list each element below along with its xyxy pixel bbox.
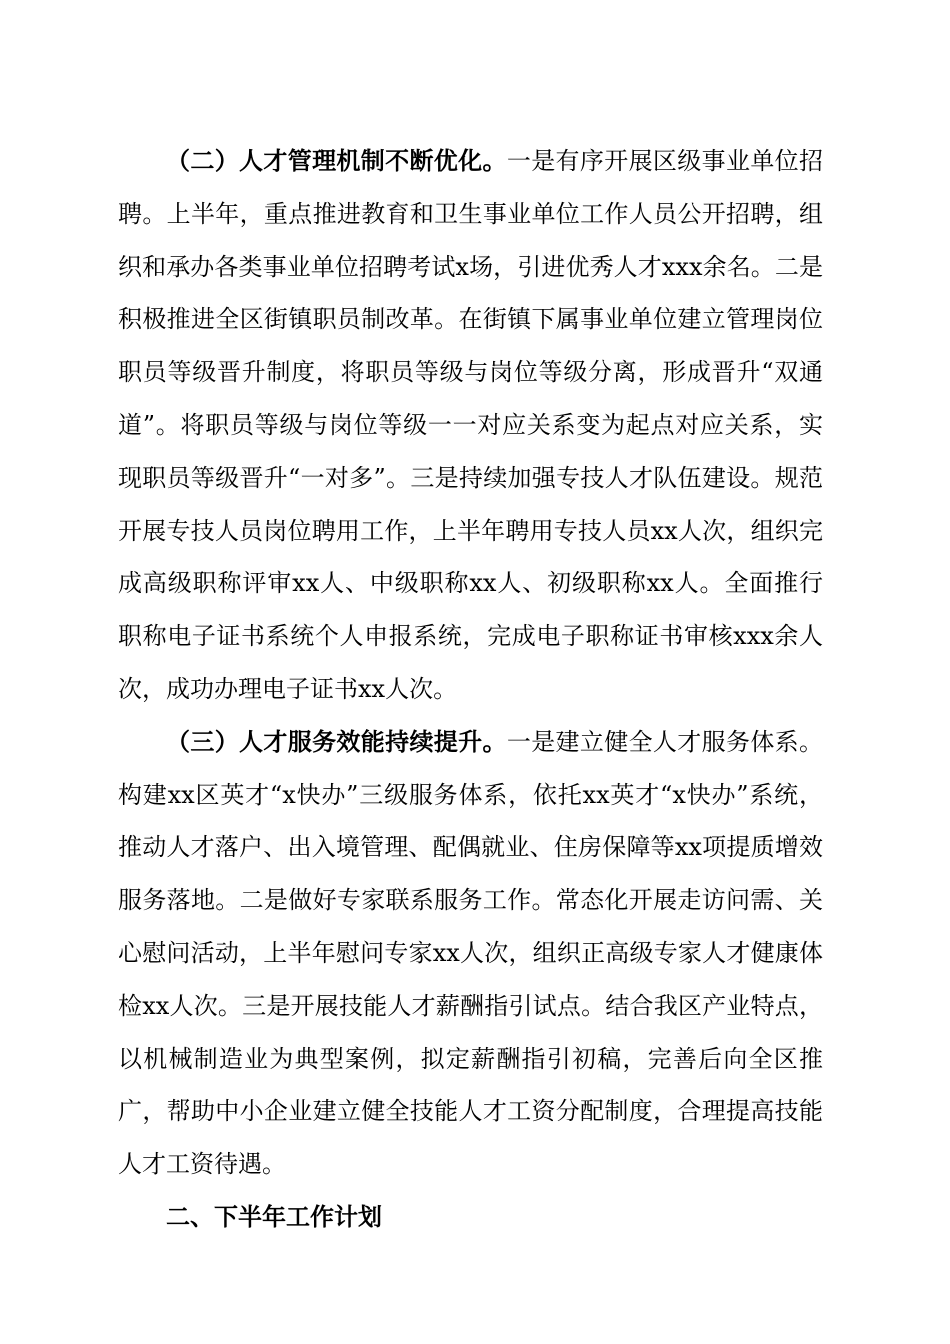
- paragraph-talent-management: [118, 135, 823, 716]
- paragraph-lead-heading: （三）人才服务效能持续提升。: [166, 727, 507, 756]
- paragraph-body-text: 一是有序开展区级事业单位招聘。上半年，重点推进教育和卫生事业单位工作人员公开招聘，组织和承办各类事业单位招聘考试x场，引进优秀人才xxx余名。二是积极推进全区街镇职员制改革。在街镇下属事业单位建立管理岗位职员等级晋升制度，将职员等级与岗位等级分离，形成晋升“双通道”。将职员等级与岗位等级一一对应关系变为起点对应关系，实现职员等级晋升“一对多”。三是持续加强专技人才队伍建设。规范开展专技人员岗位聘用工作，上半年聘用专技人员xx人次，组织完成高级职称评审xx人、中级职称xx人、初级职称xx人。全面推行职称电子证书系统个人申报系统，完成电子职称证书审核xxx余人次，成功办理电子证书xx人次。: [118, 147, 824, 703]
- paragraph-lead-heading: （二）人才管理机制不断优化。: [166, 147, 507, 175]
- paragraph-body-text: 一是建立健全人才服务体系。构建xx区英才“x快办”三级服务体系，依托xx英才“x快办”系统，推动人才落户、出入境管理、配偶就业、住房保障等xx项提质增效服务落地。二是做好专家联系服务工作。常态化开展走访问需、关心慰问活动，上半年慰问专家xx人次，组织正高级专家人才健康体检xx人次。三是开展技能人才薪酬指引试点。结合我区产业特点，以机械制造业为典型案例，拟定薪酬指引初稿，完善后向全区推广，帮助中小企业建立健全技能人才工资分配制度，合理提高技能人才工资待遇。: [118, 727, 824, 1179]
- paragraph-talent-service: [118, 716, 823, 1191]
- section-heading-second-half-plan: 二、下半年工作计划: [166, 1202, 382, 1231]
- document-body: [118, 135, 823, 1244]
